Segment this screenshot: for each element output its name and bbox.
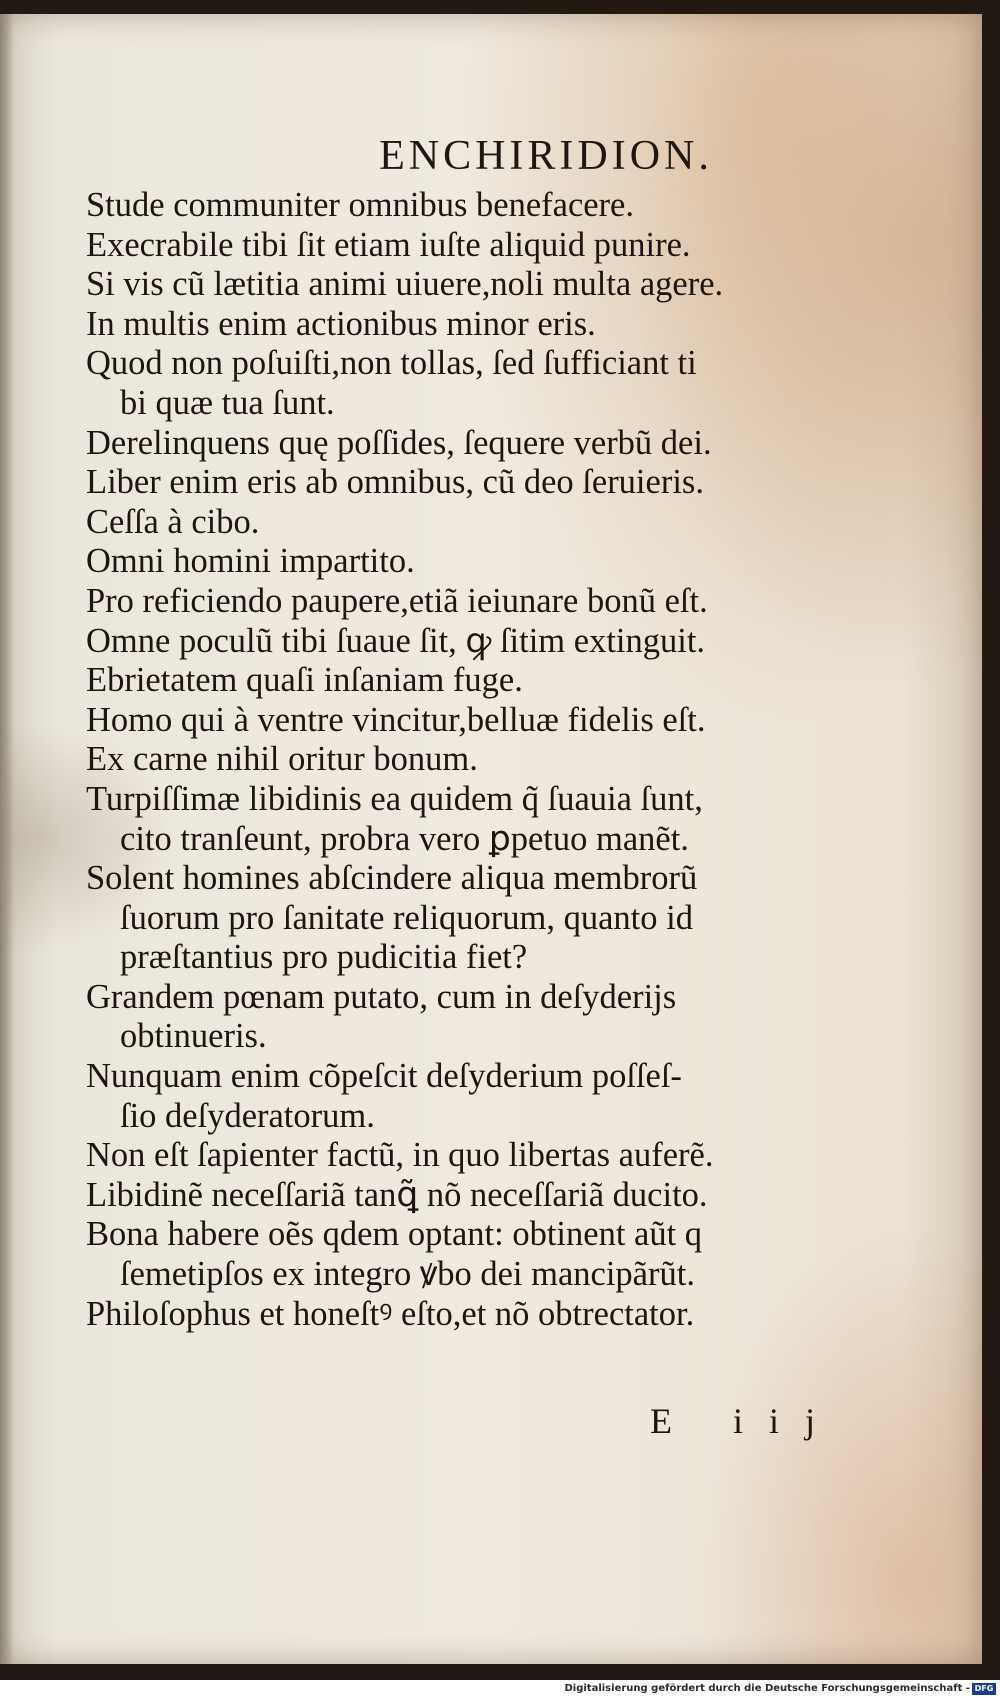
text-line: ſio deſyderatorum.	[120, 1096, 375, 1135]
text-block	[86, 186, 866, 1334]
text-line: Derelinquens quę poſſides, ſequere verbũ dei.	[86, 423, 712, 462]
text-line: Solent homines abſcindere aliqua membrorũ	[86, 859, 698, 898]
text-line: Nunquam enim cõpeſcit deſyderium poſſeſ-	[86, 1057, 682, 1096]
text-line: Execrabile tibi ſit etiam iuſte aliquid punire.	[86, 225, 691, 264]
text-line: Grandem pœnam putato, cum in deſyderijs	[86, 977, 677, 1016]
text-line: Ebrietatem quaſi inſaniam fuge.	[86, 661, 523, 700]
text-line: cito tranſeunt, probra vero ꝑpetuo manẽt.	[120, 819, 689, 858]
text-line: ſuorum pro ſanitate reliquorum, quanto id	[120, 898, 693, 937]
text-line: Omne poculũ tibi ſuaue ſit, ꝙ ſitim extinguit.	[86, 621, 706, 660]
signature-mark: E iij	[650, 1401, 841, 1441]
text-line: obtinueris.	[120, 1017, 267, 1056]
dfg-logo-icon: DFG	[972, 1683, 996, 1695]
text-line: Liber enim eris ab omnibus, cũ deo ſeruieris.	[86, 463, 704, 502]
text-line: ſemetipſos ex integro ꝟbo dei mancipãrũt.	[120, 1255, 695, 1294]
text-line: Pro reficiendo paupere,etiã ieiunare bonũ eſt.	[86, 581, 708, 620]
footer-strip	[0, 1680, 1000, 1698]
text-line: Stude communiter omnibus benefacere.	[86, 186, 634, 224]
text-line: Ceſſa à cibo.	[86, 502, 260, 541]
text-line: Non eſt ſapienter factũ, in quo libertas auferẽ.	[86, 1136, 714, 1175]
footer-credit: Digitalisierung gefördert durch die Deutsche Forschungsgemeinschaft -	[564, 1683, 970, 1694]
text-line: bi quæ tua ſunt.	[120, 383, 335, 422]
text-line: Ex carne nihil oritur bonum.	[86, 740, 478, 779]
text-line: præſtantius pro pudicitia fiet?	[120, 938, 528, 977]
text-line: Turpiſſimæ libidinis ea quidem q̃ ſuauia ſunt,	[86, 779, 703, 818]
text-line: In multis enim actionibus minor eris.	[86, 304, 596, 343]
book-page	[0, 14, 982, 1664]
text-line: Libidinẽ neceſſariã tanꝗ̃ nõ neceſſariã ducito.	[86, 1175, 708, 1214]
text-line: Bona habere oẽs qdem optant: obtinent aũt q	[86, 1215, 703, 1254]
text-line: Homo qui à ventre vincitur,belluæ fidelis eſt.	[86, 700, 706, 739]
running-head: ENCHIRIDION.	[379, 133, 713, 179]
text-line: Philoſophus et honeſtꝰ eſto,et nõ obtrectator.	[86, 1294, 695, 1333]
text-line: Omni homini impartito.	[86, 542, 415, 581]
text-line: Quod non poſuiſti,non tollas, ſed ſufficiant ti	[86, 344, 697, 383]
text-line: Si vis cũ lætitia animi uiuere,noli multa agere.	[86, 265, 724, 304]
